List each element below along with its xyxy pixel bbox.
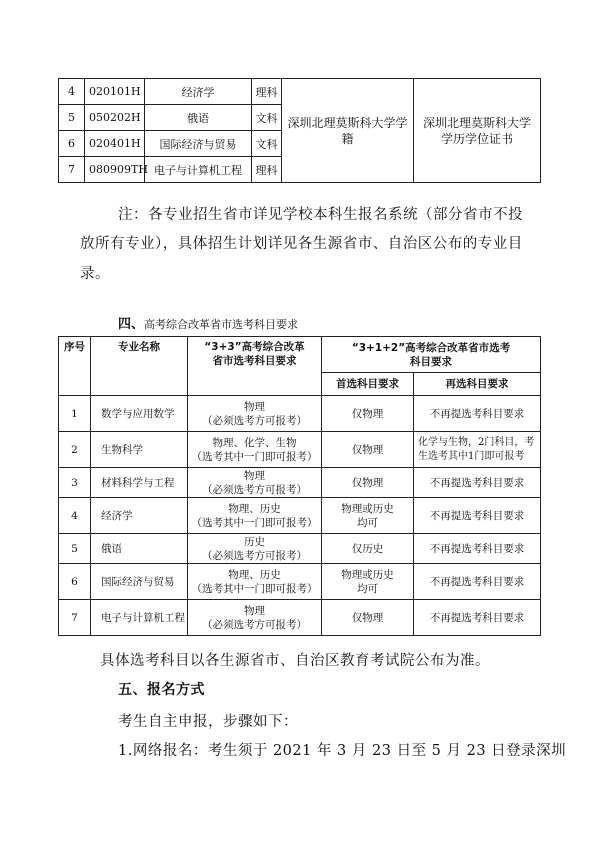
- row-number: [59, 564, 91, 600]
- first-choice-line-1: 仅物理: [351, 611, 384, 624]
- second-choice: [414, 564, 541, 600]
- row-number: [59, 600, 91, 636]
- table-row: [59, 396, 541, 432]
- major-name: [91, 564, 188, 600]
- row-number-line-1: 7: [71, 611, 78, 624]
- second-choice-line-1: 不再提选考科目要求: [429, 476, 525, 489]
- major-name: 国际经济与贸易: [145, 131, 252, 157]
- subject-rows: [59, 396, 541, 636]
- requirement-3plus3-line-2: （选考其中一门即可报考）: [191, 516, 318, 529]
- major-name: [91, 468, 188, 498]
- second-choice: [414, 396, 541, 432]
- major-code: 050202H: [85, 105, 145, 131]
- requirement-3plus3-line-1: 历史: [244, 535, 265, 548]
- first-choice-line-2: 均可: [357, 582, 378, 595]
- requirement-3plus3-line-1: 物理、历史: [228, 568, 281, 581]
- header-major: 专业名称: [91, 337, 188, 396]
- second-choice-line-1: 不再提选考科目要求: [429, 407, 525, 420]
- row-number-line-1: 6: [71, 575, 78, 588]
- table-row: [59, 564, 541, 600]
- major-code: 080909TH: [85, 157, 145, 183]
- row-number-line-1: 2: [71, 443, 78, 456]
- row-number: [59, 534, 91, 564]
- row-number-line-1: 5: [71, 542, 78, 555]
- requirement-3plus3-line-1: 物理: [244, 469, 265, 482]
- second-choice: [414, 468, 541, 498]
- subject-category: 理科: [252, 157, 282, 183]
- first-choice-line-1: 仅物理: [351, 476, 384, 489]
- requirement-3plus3-line-2: （必须选考方可报考）: [202, 549, 307, 562]
- row-number: [59, 432, 91, 468]
- row-number: [59, 396, 91, 432]
- table-row: [59, 432, 541, 468]
- certificate-text: 深圳北理莫斯科大学学历学位证书: [422, 115, 531, 146]
- major-code: 020101H: [85, 79, 145, 105]
- table-row: [59, 600, 541, 636]
- table-row: [59, 534, 541, 564]
- note-line-3: 录。: [80, 266, 110, 282]
- note-line-2: 放所有专业），具体招生计划详见各生源省市、自治区公布的专业目: [80, 236, 523, 252]
- row-number-line-1: 4: [71, 509, 78, 522]
- header-first-choice: 首选科目要求: [322, 373, 414, 396]
- second-choice-line-1: 不再提选考科目要求: [429, 509, 525, 522]
- first-choice: [322, 396, 414, 432]
- enrollment-text: 深圳北理莫斯科大学学籍: [287, 115, 408, 146]
- second-choice: [414, 432, 541, 468]
- major-name: [91, 600, 188, 636]
- second-choice-line-1: 不再提选考科目要求: [429, 542, 525, 555]
- requirement-3plus3: [188, 600, 322, 636]
- major-name: 经济学: [145, 79, 252, 105]
- header-3plus3: [188, 337, 322, 396]
- note-line-1: 注：各专业招生省市详见学校本科生报名系统（部分省市不投: [118, 207, 523, 223]
- subject-category: 理科: [252, 79, 282, 105]
- first-choice-line-1: 物理或历史: [341, 568, 394, 581]
- first-choice: [322, 534, 414, 564]
- requirement-3plus3-line-2: （选考其中一门即可报考）: [191, 450, 318, 463]
- first-choice-line-1: 仅物理: [351, 407, 384, 420]
- section-4-title: 高考综合改革省市选考科目要求: [144, 318, 299, 331]
- requirement-3plus3: [188, 498, 322, 534]
- major-name: [91, 396, 188, 432]
- requirement-3plus3: [188, 564, 322, 600]
- row-number: 6: [59, 131, 85, 157]
- header-3plus1plus2: [322, 337, 541, 373]
- second-choice: [414, 600, 541, 636]
- requirement-3plus3-line-2: （选考其中一门即可报考）: [191, 582, 318, 595]
- major-name-line-1: 材料科学与工程: [101, 476, 175, 489]
- second-choice: [414, 498, 541, 534]
- requirement-3plus3-line-2: （必须选考方可报考）: [202, 483, 307, 496]
- row-number: 5: [59, 105, 85, 131]
- major-name: [91, 432, 188, 468]
- requirement-3plus3: [188, 468, 322, 498]
- subject-category: 文科: [252, 105, 282, 131]
- row-number: [59, 498, 91, 534]
- first-choice: [322, 498, 414, 534]
- requirement-3plus3: [188, 396, 322, 432]
- row-number: 7: [59, 157, 85, 183]
- major-name-line-1: 数学与应用数学: [101, 407, 175, 420]
- major-name-line-1: 经济学: [101, 509, 133, 522]
- major-name-line-1: 电子与计算机工程: [101, 611, 185, 624]
- requirement-3plus3-line-1: 物理、历史: [228, 502, 281, 515]
- row-number-line-1: 3: [71, 476, 78, 489]
- requirement-3plus3: [188, 432, 322, 468]
- requirement-3plus3-line-2: （必须选考方可报考）: [202, 618, 307, 631]
- subject-category: 文科: [252, 131, 282, 157]
- header-row: [59, 337, 541, 373]
- table-row: [59, 468, 541, 498]
- second-choice-line-1: 化学与生物，2门科目，考: [418, 436, 535, 448]
- first-choice: [322, 600, 414, 636]
- major-name: [91, 498, 188, 534]
- major-name: [91, 534, 188, 564]
- section-4-number: 四、: [118, 317, 145, 332]
- first-choice-line-1: 物理或历史: [341, 502, 394, 515]
- subject-requirements-table: [58, 336, 541, 636]
- header-second-choice: 再选科目要求: [414, 373, 541, 396]
- first-choice-line-2: 均可: [357, 516, 378, 529]
- major-name-line-1: 国际经济与贸易: [101, 575, 175, 588]
- header-3plus1plus2-text: “3+1+2”高考综合改革省市选考科目要求: [351, 341, 511, 368]
- requirement-3plus3-line-1: 物理: [244, 400, 265, 413]
- section-4-heading: [118, 313, 298, 332]
- first-choice: [322, 432, 414, 468]
- second-choice-line-1: 不再提选考科目要求: [429, 611, 525, 624]
- requirement-3plus3-line-1: 物理、化学、生物: [212, 436, 297, 449]
- first-choice: [322, 468, 414, 498]
- row-number: 4: [59, 79, 85, 105]
- major-list-table: [58, 78, 541, 183]
- first-choice: [322, 564, 414, 600]
- header-3plus3-text: “3+3”高考综合改革省市选考科目要求: [204, 341, 305, 367]
- major-name: 俄语: [145, 105, 252, 131]
- enrollment-cell: [282, 79, 414, 183]
- second-choice-line-2: 生选考其中1门即可报考: [418, 450, 525, 462]
- second-choice-line-1: 不再提选考科目要求: [429, 575, 525, 588]
- row-number: [59, 468, 91, 498]
- section-5-step-1: 1.网络报名：考生须于 2021 年 3 月 23 日至 5 月 23 日登录深圳: [118, 743, 567, 759]
- table-row: [59, 79, 541, 105]
- requirement-3plus3: [188, 534, 322, 564]
- second-choice: [414, 534, 541, 564]
- section-5-title: 五、报名方式: [118, 682, 205, 698]
- row-number-line-1: 1: [71, 407, 78, 420]
- after-table-text: 具体选考科目以各生源省市、自治区教育考试院公布为准。: [100, 653, 490, 669]
- first-choice-line-1: 仅物理: [351, 443, 384, 456]
- requirement-3plus3-line-1: 物理: [244, 604, 265, 617]
- major-name-line-1: 生物科学: [101, 443, 143, 456]
- requirement-3plus3-line-2: （必须选考方可报考）: [202, 414, 307, 427]
- first-choice-line-1: 仅历史: [351, 542, 384, 555]
- header-no: 序号: [59, 337, 91, 396]
- major-name-line-1: 俄语: [101, 542, 122, 555]
- table-row: [59, 498, 541, 534]
- section-5-intro: 考生自主申报，步骤如下：: [118, 714, 298, 730]
- certificate-cell: [414, 79, 541, 183]
- major-code: 020401H: [85, 131, 145, 157]
- major-name: 电子与计算机工程: [145, 157, 252, 183]
